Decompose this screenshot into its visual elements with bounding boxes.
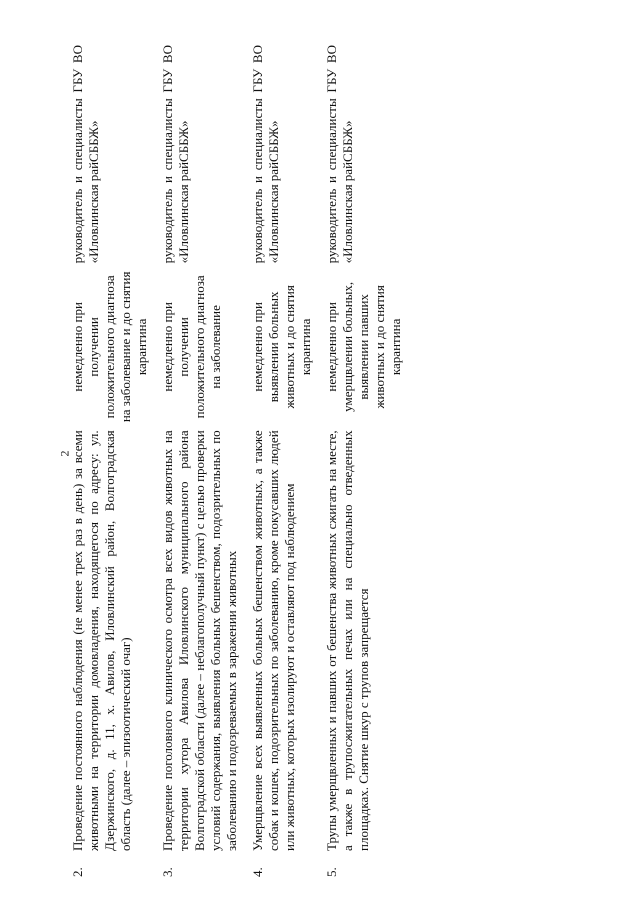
- term-cell: немедленно при получении положительного диагноза на заболевание и до снятия карантина: [70, 271, 149, 423]
- table-row: [250, 37, 324, 877]
- page-number: 2: [57, 450, 72, 457]
- event-cell: [250, 422, 324, 877]
- item-number: 2.: [70, 867, 85, 877]
- event-text: Проведение постоянного наблюдения (не менее трех раз в день) за всеми животными на территории домовладения, находящегося по адресу: ул. Дзержинского, д. 11, х. Авилов, Иловлинский район, Волгоградская область (далее – эпизоотический очаг): [70, 430, 133, 851]
- table-row: [160, 37, 250, 877]
- table-row: [324, 37, 414, 877]
- table-row: [70, 37, 160, 877]
- event-cell: [324, 422, 414, 877]
- item-number: 5.: [324, 867, 339, 877]
- event-text: Трупы умерщвленных и павших от бешенства животных сжигать на месте, а также в трупосжигательных печах или на специально отведенных площадках. Снятие шкур с трупов запрещается: [324, 430, 371, 851]
- responsible-cell: руководитель и специалисты ГБУ ВО «Иловлинская райСББЖ»: [324, 45, 355, 264]
- event-cell: [160, 422, 250, 877]
- item-number: 3.: [160, 867, 175, 877]
- event-text: Умерщвление всех выявленных больных бешенством животных, а также собак и кошек, подозрительных по заболеванию, кроме покусавших людей или животных, которых изолируют и оставляют под наблюдением: [250, 430, 297, 851]
- quarantine-measures-table: [70, 37, 414, 877]
- term-cell: немедленно при умерщвлении больных, выявлении павших животных и до снятия карантина: [324, 281, 403, 412]
- term-cell: немедленно при выявлении больных животных и до снятия карантина: [250, 285, 313, 409]
- responsible-cell: руководитель и специалисты ГБУ ВО «Иловлинская райСББЖ»: [160, 45, 191, 264]
- event-text: Проведение поголовного клинического осмотра всех видов животных на территории хутора Авилова Иловлинского муниципального района Волгоградской области (далее – неблагополучный пункт) с целью проверки условий содержания, выявления больных бешенством, подозрительных по заболеванию и подозреваемых в заражении животных: [160, 430, 239, 851]
- item-number: 4.: [250, 867, 265, 877]
- event-cell: [70, 422, 160, 877]
- term-cell: немедленно при получении положительного диагноза на заболевание: [160, 275, 223, 419]
- rotated-table-container: [70, 37, 570, 877]
- responsible-cell: руководитель и специалисты ГБУ ВО «Иловлинская райСББЖ»: [70, 45, 101, 264]
- responsible-cell: руководитель и специалисты ГБУ ВО «Иловлинская райСББЖ»: [250, 45, 281, 264]
